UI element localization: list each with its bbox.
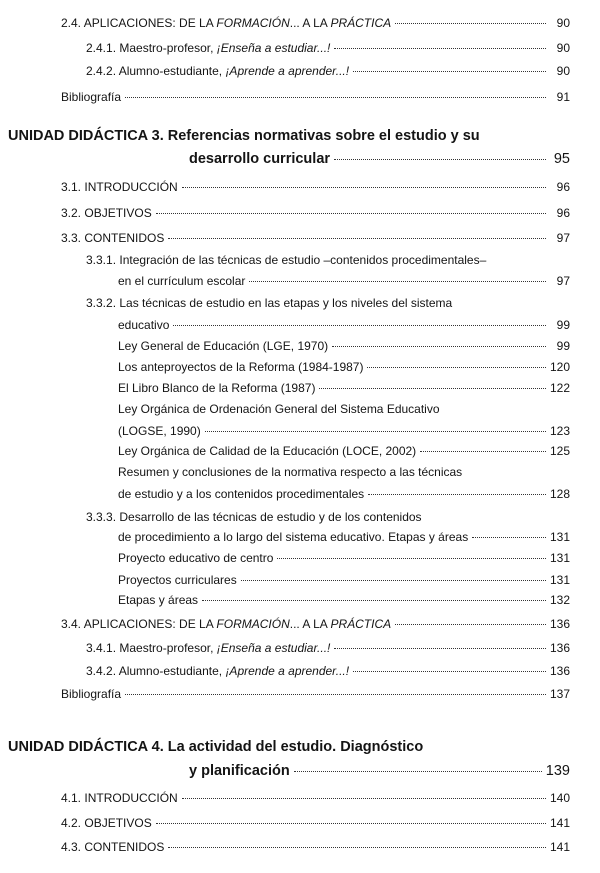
page-number: 99 xyxy=(556,339,570,353)
toc-entry-label: 3.4. APLICACIONES: DE LA FORMACIÓN... A LA PRÁCTICA xyxy=(61,617,392,631)
toc-entry-label: 4.3. CONTENIDOS xyxy=(61,840,165,854)
toc-entry-lge[interactable] xyxy=(118,339,570,353)
toc-entry-resumen-line1: Resumen y conclusiones de la normativa respecto a las técnicas xyxy=(118,465,463,479)
toc-entry-3-4-1[interactable] xyxy=(86,641,570,655)
dot-leader xyxy=(334,648,546,649)
page-number: 125 xyxy=(549,444,570,458)
toc-entry-label: 3.2. OBJETIVOS xyxy=(61,206,152,220)
toc-entry-label: de estudio y a los contenidos procedimentales xyxy=(118,487,365,501)
toc-entry-3-3-1[interactable] xyxy=(118,274,570,288)
toc-entry-label: en el currículum escolar xyxy=(118,274,246,288)
dot-leader xyxy=(156,213,546,214)
dot-leader xyxy=(395,23,546,24)
toc-entry-label: Bibliografía xyxy=(61,90,122,104)
page-number: 96 xyxy=(556,180,570,194)
toc-entry-label: 3.1. INTRODUCCIÓN xyxy=(61,180,178,194)
toc-entry-2-4[interactable] xyxy=(61,16,570,30)
page-number: 141 xyxy=(549,840,570,854)
page-number: 96 xyxy=(556,206,570,220)
toc-entry-label: educativo xyxy=(118,318,170,332)
toc-entry-label: 3.3. CONTENIDOS xyxy=(61,231,165,245)
unit-3-title-line1: UNIDAD DIDÁCTICA 3. Referencias normativas sobre el estudio y su xyxy=(8,128,480,144)
dot-leader xyxy=(173,325,546,326)
toc-entry-3-4[interactable] xyxy=(61,617,570,631)
dot-leader xyxy=(395,624,546,625)
dot-leader xyxy=(125,694,546,695)
unit-4-title-line1: UNIDAD DIDÁCTICA 4. La actividad del estudio. Diagnóstico xyxy=(8,739,424,755)
dot-leader xyxy=(334,48,546,49)
toc-entry-etapas-areas[interactable] xyxy=(118,593,570,607)
toc-entry-label: Los anteproyectos de la Reforma (1984-1987) xyxy=(118,360,364,374)
dot-leader xyxy=(277,558,546,559)
toc-entry-label: de procedimiento a lo largo del sistema educativo. Etapas y áreas xyxy=(118,530,469,544)
page-number: 97 xyxy=(556,274,570,288)
toc-entry-label: 2.4. APLICACIONES: DE LA FORMACIÓN... A LA PRÁCTICA xyxy=(61,16,392,30)
toc-entry-3-1[interactable] xyxy=(61,180,570,194)
page-number: 90 xyxy=(556,16,570,30)
dot-leader xyxy=(472,537,546,538)
toc-entry-3-3-3[interactable] xyxy=(118,530,570,544)
dot-leader xyxy=(182,798,546,799)
dot-leader xyxy=(241,580,546,581)
dot-leader xyxy=(332,346,546,347)
page-number: 123 xyxy=(549,424,570,438)
page-number: 95 xyxy=(553,151,570,167)
toc-entry-logse[interactable] xyxy=(118,424,570,438)
page-number: 139 xyxy=(545,763,570,779)
toc-entry-2-4-2[interactable] xyxy=(86,64,570,78)
toc-entry-label: El Libro Blanco de la Reforma (1987) xyxy=(118,381,316,395)
unit-3-title-line2[interactable]: desarrollo curricular 95 xyxy=(189,151,570,167)
page-number: 128 xyxy=(549,487,570,501)
toc-entry-resumen[interactable] xyxy=(118,487,570,501)
dot-leader xyxy=(249,281,546,282)
dot-leader xyxy=(353,671,546,672)
toc-entry-label: Proyectos curriculares xyxy=(118,573,237,587)
dot-leader xyxy=(205,431,546,432)
page-number: 136 xyxy=(549,664,570,678)
toc-entry-label: Ley General de Educación (LGE, 1970) xyxy=(118,339,329,353)
dot-leader xyxy=(202,600,546,601)
toc-entry-label: 4.2. OBJETIVOS xyxy=(61,816,152,830)
dot-leader xyxy=(125,97,546,98)
toc-entry-bibliografia-3[interactable] xyxy=(61,687,570,701)
page-number: 131 xyxy=(549,530,570,544)
page-number: 122 xyxy=(549,381,570,395)
toc-entry-libro-blanco[interactable] xyxy=(118,381,570,395)
page-number: 140 xyxy=(549,791,570,805)
page-number: 120 xyxy=(549,360,570,374)
dot-leader xyxy=(319,388,546,389)
toc-entry-3-3-2-line1: 3.3.2. Las técnicas de estudio en las etapas y los niveles del sistema xyxy=(86,296,453,310)
page-number: 141 xyxy=(549,816,570,830)
page-number: 99 xyxy=(556,318,570,332)
toc-entry-anteproyectos[interactable] xyxy=(118,360,570,374)
page-number: 90 xyxy=(556,41,570,55)
toc-entry-3-2[interactable] xyxy=(61,206,570,220)
dot-leader xyxy=(182,187,546,188)
toc-entry-label: 3.4.2. Alumno-estudiante, ¡Aprende a aprender...! xyxy=(86,664,350,678)
toc-entry-logse-line1: Ley Orgánica de Ordenación General del Sistema Educativo xyxy=(118,402,440,416)
page-number: 132 xyxy=(549,593,570,607)
toc-entry-3-4-2[interactable] xyxy=(86,664,570,678)
toc-entry-4-2[interactable] xyxy=(61,816,570,830)
page-number: 97 xyxy=(556,231,570,245)
toc-entry-bibliografia-2[interactable] xyxy=(61,90,570,104)
toc-entry-proyectos-curriculares[interactable] xyxy=(118,573,570,587)
toc-entry-4-1[interactable] xyxy=(61,791,570,805)
dot-leader xyxy=(367,367,545,368)
dot-leader xyxy=(353,71,546,72)
toc-entry-label: (LOGSE, 1990) xyxy=(118,424,201,438)
page-number: 137 xyxy=(549,687,570,701)
toc-entry-proyecto-educativo[interactable] xyxy=(118,551,570,565)
page-number: 136 xyxy=(549,641,570,655)
toc-entry-label: 3.4.1. Maestro-profesor, ¡Enseña a estudiar...! xyxy=(86,641,331,655)
toc-entry-label: Bibliografía xyxy=(61,687,122,701)
toc-entry-label: 4.1. INTRODUCCIÓN xyxy=(61,791,178,805)
toc-entry-2-4-1[interactable] xyxy=(86,41,570,55)
toc-entry-4-3[interactable] xyxy=(61,840,570,854)
page-number: 91 xyxy=(556,90,570,104)
toc-entry-label: Etapas y áreas xyxy=(118,593,199,607)
dot-leader xyxy=(334,159,546,160)
dot-leader xyxy=(420,451,546,452)
toc-entry-label: Ley Orgánica de Calidad de la Educación (LOCE, 2002) xyxy=(118,444,417,458)
toc-entry-loce[interactable] xyxy=(118,444,570,458)
dot-leader xyxy=(156,823,546,824)
page-number: 131 xyxy=(549,573,570,587)
toc-entry-3-3-3-line1: 3.3.3. Desarrollo de las técnicas de estudio y de los contenidos xyxy=(86,510,422,524)
dot-leader xyxy=(368,494,546,495)
toc-entry-3-3-2[interactable] xyxy=(118,318,570,332)
page-number: 136 xyxy=(549,617,570,631)
unit-4-title-line2[interactable]: y planificación 139 xyxy=(189,763,570,779)
toc-entry-label: 2.4.2. Alumno-estudiante, ¡Aprende a aprender...! xyxy=(86,64,350,78)
toc-entry-3-3[interactable] xyxy=(61,231,570,245)
toc-entry-3-3-1-line1: 3.3.1. Integración de las técnicas de estudio –contenidos procedimentales– xyxy=(86,253,487,267)
dot-leader xyxy=(168,847,546,848)
dot-leader xyxy=(168,238,546,239)
toc-entry-label: Proyecto educativo de centro xyxy=(118,551,274,565)
page-number: 131 xyxy=(549,551,570,565)
page-number: 90 xyxy=(556,64,570,78)
toc-entry-label: 2.4.1. Maestro-profesor, ¡Enseña a estudiar...! xyxy=(86,41,331,55)
dot-leader xyxy=(294,771,542,772)
